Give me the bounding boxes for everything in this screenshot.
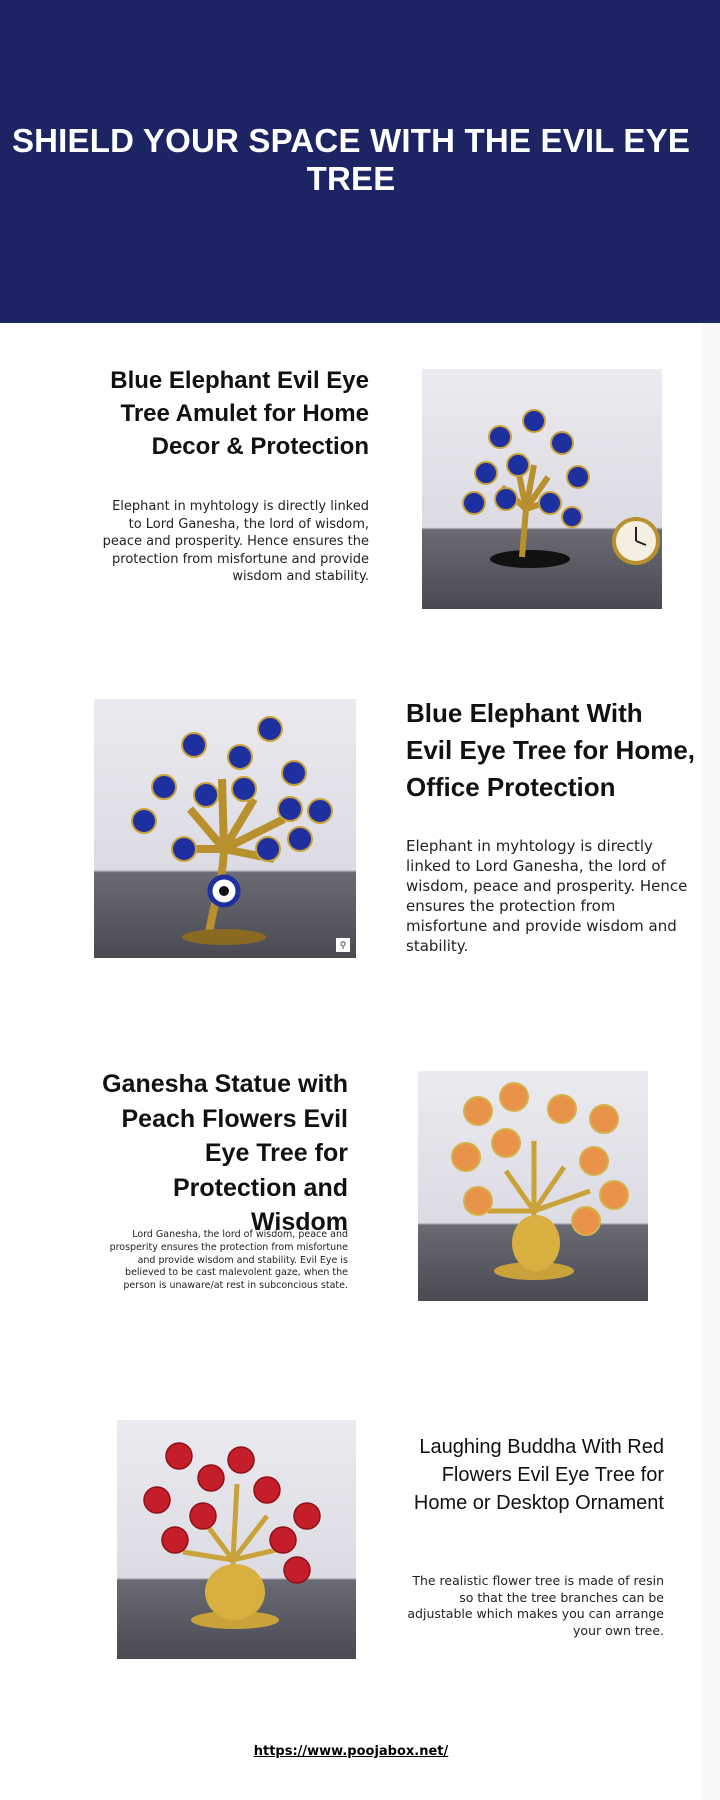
website-link[interactable]: https://www.poojabox.net/	[253, 1744, 449, 1759]
product-photo-1	[422, 369, 662, 609]
zoom-magnifier-icon[interactable]: ⚲	[336, 938, 350, 952]
hero-banner	[0, 0, 720, 323]
product-title-2: Blue Elephant With Evil Eye Tree for Home, Office Protection	[406, 698, 696, 802]
blue-elephant-tree-evil-eye-photo	[94, 699, 356, 958]
product-description-4: The realistic flower tree is made of resin so that the tree branches can be adjustable which makes you can arrange your own tree.	[407, 1573, 664, 1638]
product-description-3: Lord Ganesha, the lord of wisdom, peace and prosperity ensures the protection from misfortune and provide wisdom and stability. Evil Eye is believed to be cast malevolent gaze, when the person is unaware/at rest in subconcious state.	[109, 1229, 348, 1292]
ganesha-peach-flowers-tree-photo	[418, 1071, 648, 1301]
product-photo-4	[117, 1420, 356, 1659]
blue-elephant-tree-with-clock-photo	[422, 369, 662, 609]
product-description-1: Elephant in myhtology is directly linked to Lord Ganesha, the lord of wisdom, peace and prosperity. Hence ensures the protection from misfortune and provide wisdom and stability.	[102, 499, 369, 584]
product-title-4: Laughing Buddha With Red Flowers Evil Eye Tree for Home or Desktop Ornament	[413, 1436, 664, 1514]
product-photo-2	[94, 699, 356, 958]
product-title-1: Blue Elephant Evil Eye Tree Amulet for Home Decor & Protection	[110, 367, 369, 460]
product-description-2: Elephant in myhtology is directly linked to Lord Ganesha, the lord of wisdom, peace and prosperity. Hence ensures the protection from misfortune and provide wisdom and stability.	[406, 837, 688, 955]
product-title-3: Ganesha Statue with Peach Flowers Evil Eye Tree for Protection and Wisdom	[102, 1070, 348, 1236]
product-photo-3	[418, 1071, 648, 1301]
buddha-red-flowers-tree-photo	[117, 1420, 356, 1659]
hero-title: SHIELD YOUR SPACE WITH THE EVIL EYE TREE	[11, 122, 691, 197]
